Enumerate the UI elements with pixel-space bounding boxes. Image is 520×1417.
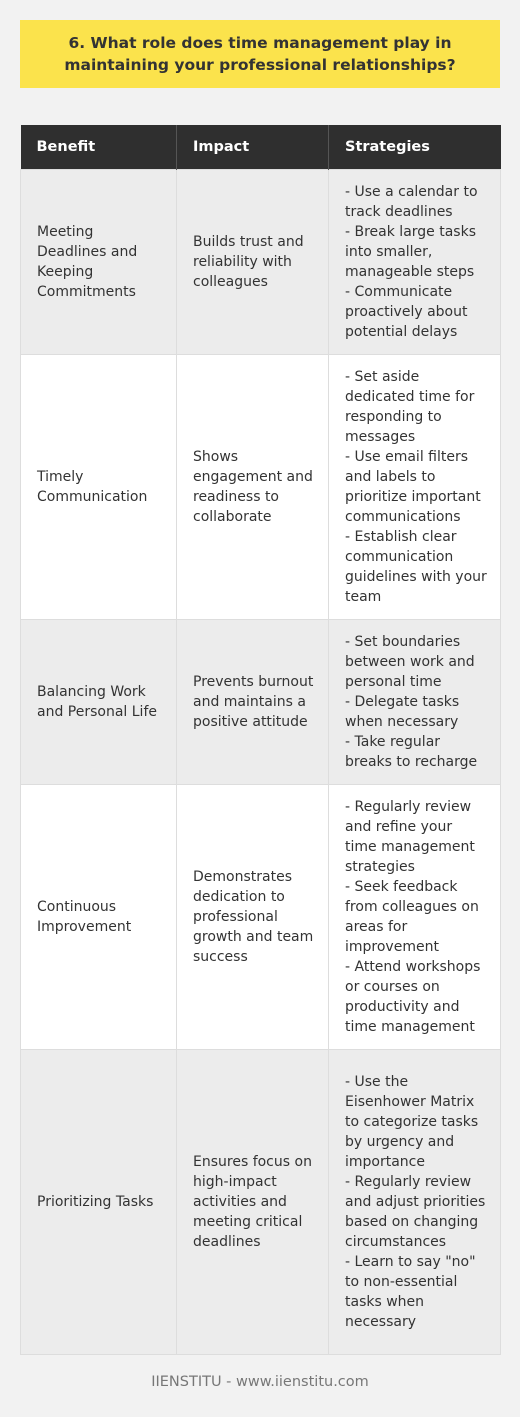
strategy-item: - Use a calendar to track deadlines	[345, 183, 478, 220]
strategies-cell	[329, 619, 501, 784]
table-row	[21, 1049, 501, 1354]
impact-cell: Ensures focus on high-impact activities and meeting critical deadlines	[177, 1049, 329, 1354]
footer-credit: IIENSTITU - www.iienstitu.com	[151, 1374, 369, 1390]
benefit-cell: Meeting Deadlines and Keeping Commitments	[21, 169, 177, 354]
benefit-cell: Prioritizing Tasks	[21, 1049, 177, 1354]
table-row	[21, 169, 501, 354]
column-header-strategies: Strategies	[329, 125, 501, 169]
strategy-item: - Seek feedback from colleagues on areas for improvement	[345, 878, 479, 955]
strategy-item: - Communicate proactively about potential delays	[345, 283, 468, 340]
strategies-cell	[329, 1049, 501, 1354]
strategies-cell	[329, 354, 501, 619]
impact-cell: Shows engagement and readiness to collaborate	[177, 354, 329, 619]
benefits-table	[20, 125, 501, 1355]
table-row	[21, 354, 501, 619]
table-header-row	[21, 125, 501, 169]
strategy-item: - Take regular breaks to recharge	[345, 733, 478, 770]
page-title: 6. What role does time management play in maintaining your professional relationships?	[64, 34, 456, 74]
strategy-item: - Establish clear communication guidelines with your team	[345, 528, 487, 605]
strategy-item: - Delegate tasks when necessary	[345, 693, 460, 730]
strategy-item: - Regularly review and adjust priorities based on changing circumstances	[345, 1173, 486, 1250]
impact-cell: Prevents burnout and maintains a positive attitude	[177, 619, 329, 784]
table-row	[21, 784, 501, 1049]
impact-cell: Builds trust and reliability with colleagues	[177, 169, 329, 354]
benefit-cell: Timely Communication	[21, 354, 177, 619]
strategies-cell	[329, 169, 501, 354]
strategy-item: - Attend workshops or courses on productivity and time management	[345, 958, 481, 1035]
table-row	[21, 619, 501, 784]
title-banner	[20, 20, 500, 88]
impact-cell: Demonstrates dedication to professional growth and team success	[177, 784, 329, 1049]
column-header-impact: Impact	[177, 125, 329, 169]
strategy-item: - Set aside dedicated time for responding to messages	[345, 368, 475, 445]
strategy-item: - Use email filters and labels to prioritize important communications	[345, 448, 481, 525]
strategy-item: - Regularly review and refine your time management strategies	[345, 798, 475, 875]
strategy-item: - Learn to say "no" to non-essential tasks when necessary	[345, 1253, 476, 1330]
strategy-item: - Use the Eisenhower Matrix to categorize tasks by urgency and importance	[345, 1073, 479, 1170]
benefit-cell: Balancing Work and Personal Life	[21, 619, 177, 784]
strategy-item: - Set boundaries between work and personal time	[345, 633, 475, 690]
strategies-cell	[329, 784, 501, 1049]
column-header-benefit: Benefit	[21, 125, 177, 169]
benefit-cell: Continuous Improvement	[21, 784, 177, 1049]
strategy-item: - Break large tasks into smaller, manageable steps	[345, 223, 476, 280]
